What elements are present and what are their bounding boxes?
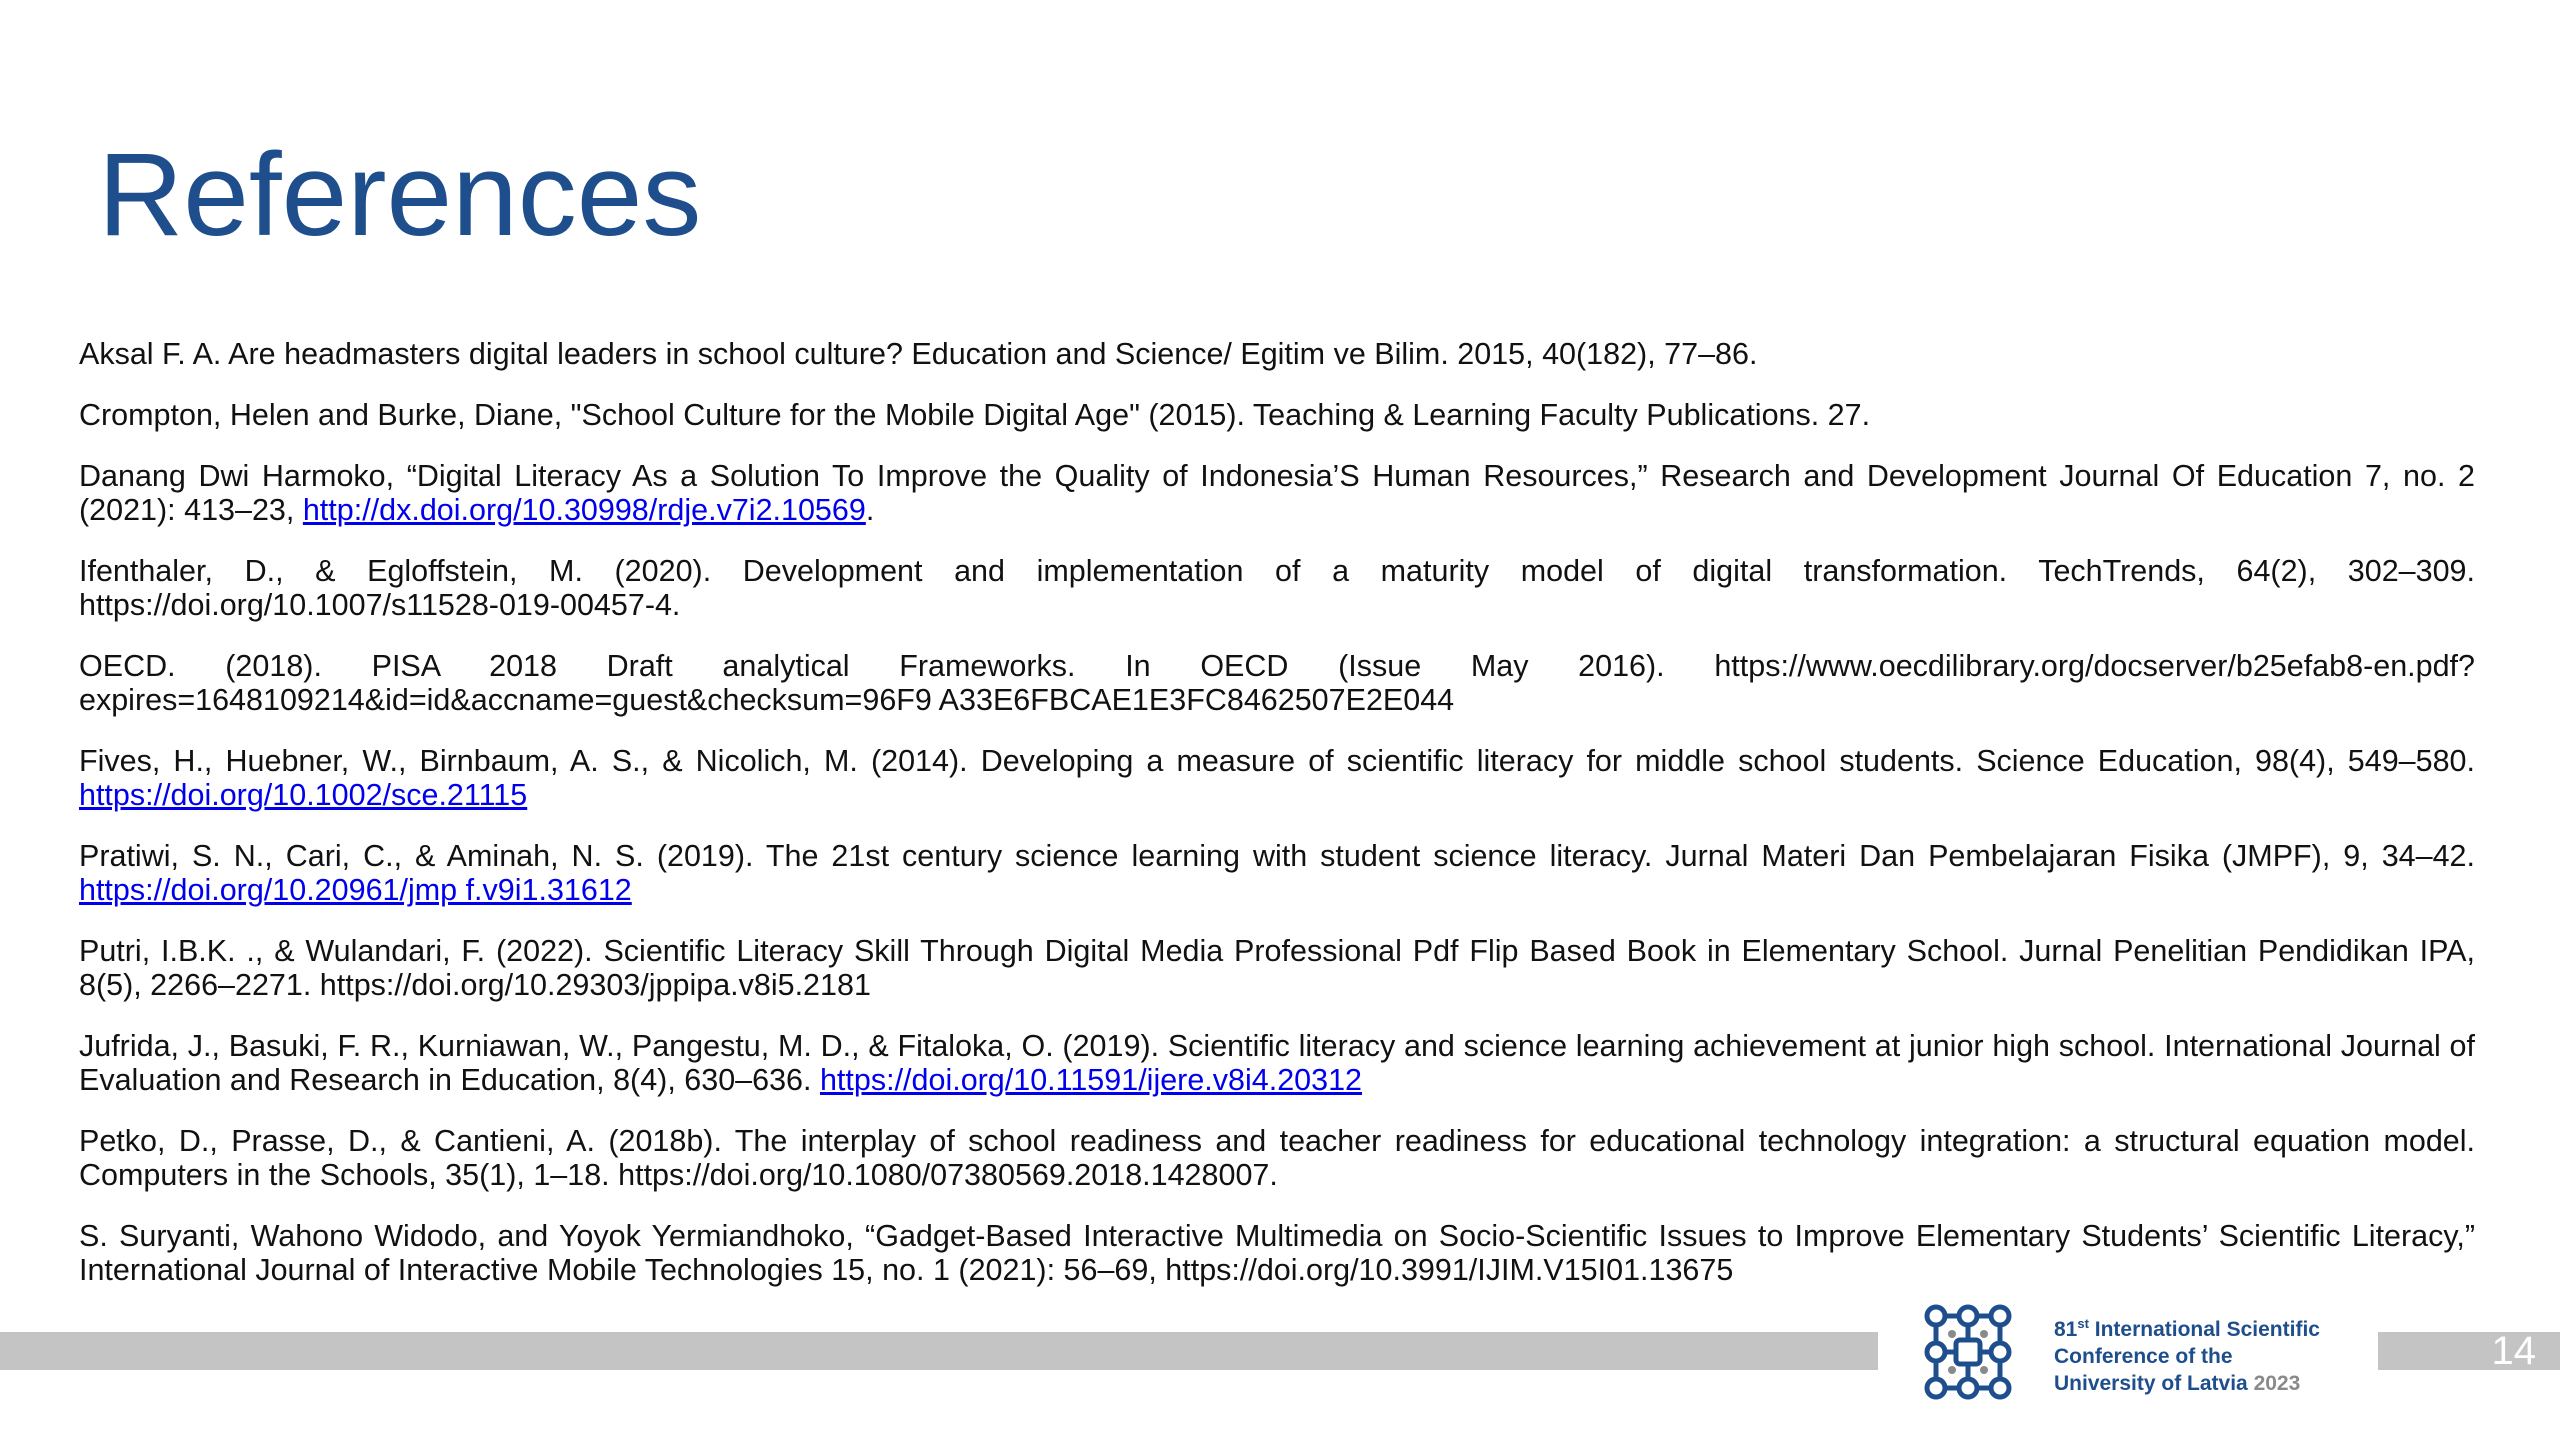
reference-text: Petko, D., Prasse, D., & Cantieni, A. (2018b). The interplay of school readiness and teacher readiness for educational technology integration: a structural equation model. Computers in the Schools, 35(1), 1–18. https://doi.org/10.1080/07380569.2018.1428007. [79,1124,2475,1192]
conference-line-1: 81st International Scientific [2054,1316,2320,1341]
conference-line-2: Conference of the [2054,1345,2233,1368]
reference-item [79,649,2475,717]
reference-text: Jufrida, J., Basuki, F. R., Kurniawan, W., Pangestu, M. D., & Fitaloka, O. (2019). Scientific literacy and science learning achievement at junior high school. International Journal of Evaluation and Research in Education, 8(4), 630–636. [79,1029,2475,1097]
conference-line-3: University of Latvia 2023 [2054,1372,2301,1395]
reference-item [79,554,2475,622]
reference-item [79,398,2475,432]
reference-text: Putri, I.B.K. ., & Wulandari, F. (2022). Scientific Literacy Skill Through Digital Media Professional Pdf Flip Based Book in Elementary School. Jurnal Penelitian Pendidikan IPA, 8(5), 2266–2271. https://doi.org/10.29303/jppipa.v8i5.2181 [79,934,2475,1002]
footer-bar-left [0,1332,1878,1370]
reference-item [79,1219,2475,1287]
reference-text: Pratiwi, S. N., Cari, C., & Aminah, N. S. (2019). The 21st century science learning with student science literacy. Jurnal Materi Dan Pembelajaran Fisika (JMPF), 9, 34–42. [79,839,2475,873]
reference-link[interactable]: https://doi.org/10.11591/ijere.v8i4.20312 [819,1063,1363,1097]
reference-item [79,934,2475,1002]
page-title: References [98,129,702,261]
reference-text: Aksal F. A. Are headmasters digital leaders in school culture? Education and Science/ Egitim ve Bilim. 2015, 40(182), 77–86. [79,337,1758,371]
reference-item [79,1124,2475,1192]
reference-item [79,337,2475,371]
reference-item [79,744,2475,812]
reference-item [79,1029,2475,1097]
reference-item [79,459,2475,527]
reference-link[interactable]: http://dx.doi.org/10.30998/rdje.v7i2.10569 [302,493,866,527]
reference-item [79,839,2475,907]
reference-text: Ifenthaler, D., & Egloffstein, M. (2020). Development and implementation of a maturity model of digital transformation. TechTrends, 64(2), 302–309. https://doi.org/10.1007/s11528-019-00457-4. [79,554,2475,622]
reference-text-suffix: . [865,493,875,527]
conference-label [2054,1310,2320,1397]
reference-text: Danang Dwi Harmoko, “Digital Literacy As a Solution To Improve the Quality of Indonesia’S Human Resources,” Research and Development Journal Of Education 7, no. 2 (2021): 413–23, [79,459,2475,527]
reference-link[interactable]: https://doi.org/10.1002/sce.21115 [79,778,528,812]
reference-text: Fives, H., Huebner, W., Birnbaum, A. S., & Nicolich, M. (2014). Developing a measure of scientific literacy for middle school students. Science Education, 98(4), 549–580. [79,744,2475,778]
reference-text: OECD. (2018). PISA 2018 Draft analytical Frameworks. In OECD (Issue May 2016). https://www.oecdilibrary.org/docserver/b25efab8-en.pdf?expires=1648109214&id=id&accname=guest&checksum=96F9 A33E6FBCAE1E3FC8462507E2E044 [79,649,2475,717]
page-number: 14 [2491,1329,2536,1373]
reference-text: Crompton, Helen and Burke, Diane, "School Culture for the Mobile Digital Age" (2015). Teaching & Learning Faculty Publications. 27. [79,398,1871,432]
conference-year: 2023 [2253,1372,2301,1395]
reference-list [79,337,2475,1314]
reference-link[interactable]: https://doi.org/10.20961/jmp f.v9i1.31612 [79,873,632,907]
university-of-latvia-logo-icon [1916,1300,2020,1404]
reference-text: S. Suryanti, Wahono Widodo, and Yoyok Yermiandhoko, “Gadget-Based Interactive Multimedia on Socio-Scientific Issues to Improve Elementary Students’ Scientific Literacy,” International Journal of Interactive Mobile Technologies 15, no. 1 (2021): 56–69, https://doi.org/10.3991/IJIM.V15I01.13675 [79,1219,2475,1287]
